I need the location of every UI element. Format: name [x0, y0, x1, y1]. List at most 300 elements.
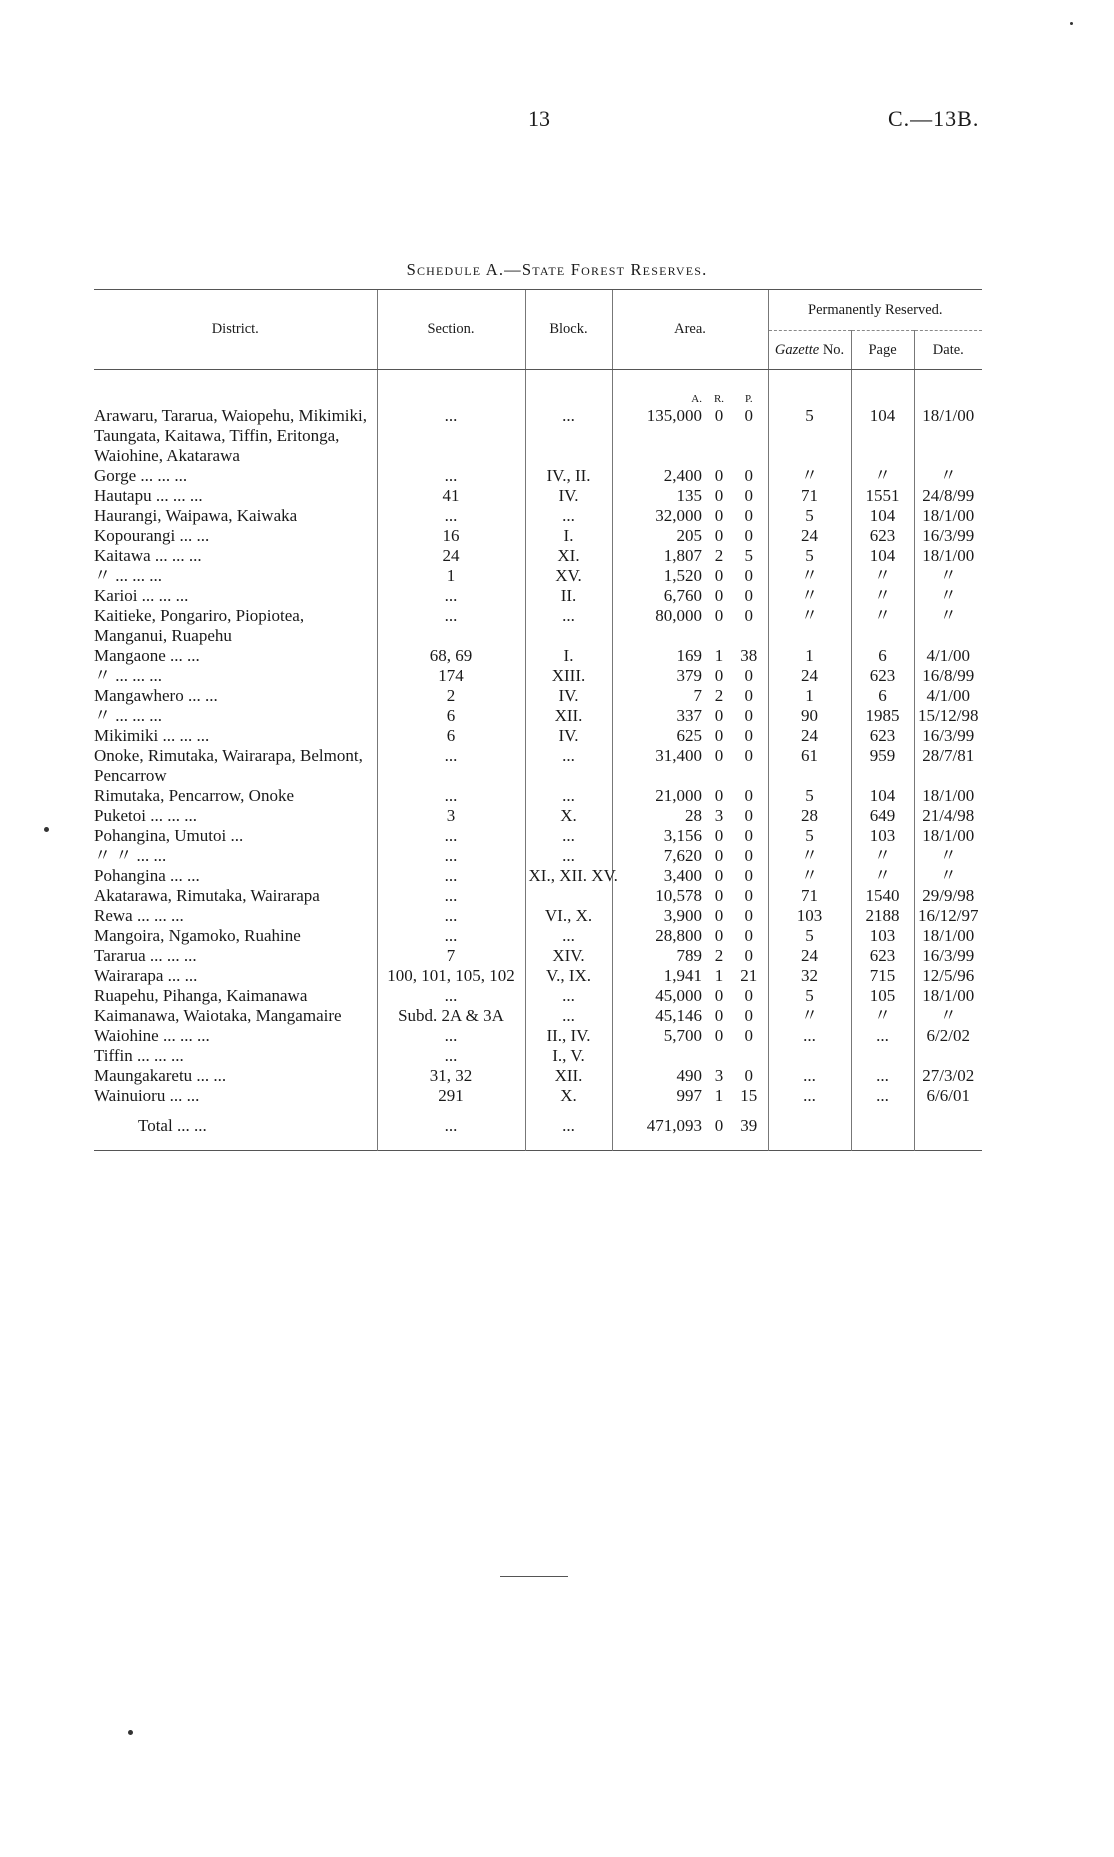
table-row — [94, 746, 982, 786]
cell-gazette: 24 — [768, 666, 851, 686]
cell-block: IV. — [525, 686, 612, 706]
cell-perches: 15 — [740, 1086, 758, 1105]
cell-acres: 80,000 — [612, 606, 708, 646]
total-block: ... — [525, 1106, 612, 1151]
cell-section: ... — [377, 606, 525, 646]
cell-gazette: 5 — [768, 786, 851, 806]
table-row — [94, 686, 982, 706]
cell-gazette: 24 — [768, 946, 851, 966]
cell-page: 103 — [851, 826, 914, 846]
unit-roods: R. — [713, 393, 725, 405]
cell-section: ... — [377, 406, 525, 466]
table-body — [94, 370, 982, 1151]
units-blank — [525, 370, 612, 407]
cell-gazette: ... — [768, 1066, 851, 1086]
header-gazette-italic: Gazette — [774, 341, 820, 358]
cell-district: Tiffin ... ... ... — [94, 1046, 184, 1065]
cell-roods: 3 — [714, 806, 724, 825]
page-number: 13 — [528, 106, 550, 131]
cell-block: IV. — [525, 726, 612, 746]
cell-acres: 7 — [612, 686, 708, 706]
cell-section: ... — [377, 746, 525, 786]
cell-date: 27/3/02 — [914, 1066, 982, 1086]
total-district: Total ... ... — [138, 1116, 207, 1135]
cell-acres: 625 — [612, 726, 708, 746]
cell-page — [851, 1046, 914, 1066]
cell-perches: 0 — [744, 666, 754, 685]
cell-roods: 0 — [714, 406, 724, 425]
cell-perches: 0 — [744, 606, 754, 625]
cell-date: 4/1/00 — [914, 646, 982, 666]
cell-block: XIII. — [525, 666, 612, 686]
cell-acres: 2,400 — [612, 466, 708, 486]
cell-roods: 0 — [714, 746, 724, 765]
cell-page: 〃 — [851, 566, 914, 586]
cell-page: 〃 — [851, 866, 914, 886]
cell-date: 15/12/98 — [914, 706, 982, 726]
cell-perches: 0 — [744, 706, 754, 725]
table-row — [94, 1066, 982, 1086]
cell-page: 104 — [851, 546, 914, 566]
cell-date: 4/1/00 — [914, 686, 982, 706]
document-reference: C.—13B. — [888, 106, 980, 131]
cell-date: 28/7/81 — [914, 746, 982, 786]
cell-perches: 0 — [744, 946, 754, 965]
cell-acres: 21,000 — [612, 786, 708, 806]
units-row — [94, 370, 982, 407]
cell-block: ... — [525, 606, 612, 646]
cell-page: 1551 — [851, 486, 914, 506]
cell-gazette: 5 — [768, 986, 851, 1006]
cell-district: Kaitieke, Pongariro, Piopiotea, Manganui, Ruapehu — [94, 606, 305, 645]
total-roods: 0 — [714, 1116, 724, 1135]
header-date: Date. — [914, 331, 982, 370]
cell-gazette: 1 — [768, 646, 851, 666]
cell-roods: 0 — [714, 466, 724, 485]
cell-district: Akatarawa, Rimutaka, Wairarapa — [94, 886, 320, 905]
cell-district: Kaitawa ... ... ... — [94, 546, 202, 565]
total-perches: 39 — [740, 1116, 758, 1135]
cell-roods: 0 — [714, 666, 724, 685]
cell-block: X. — [525, 806, 612, 826]
cell-roods: 0 — [714, 826, 724, 845]
cell-section: ... — [377, 886, 525, 906]
cell-section: ... — [377, 1026, 525, 1046]
cell-page: 〃 — [851, 846, 914, 866]
cell-acres: 7,620 — [612, 846, 708, 866]
cell-acres: 789 — [612, 946, 708, 966]
cell-acres: 45,000 — [612, 986, 708, 1006]
cell-section: ... — [377, 1046, 525, 1066]
table-row — [94, 1086, 982, 1106]
cell-perches: 0 — [744, 746, 754, 765]
cell-section: ... — [377, 846, 525, 866]
cell-gazette: 1 — [768, 686, 851, 706]
cell-gazette: 5 — [768, 826, 851, 846]
cell-acres: 28,800 — [612, 926, 708, 946]
cell-section: 2 — [377, 686, 525, 706]
cell-section: 6 — [377, 706, 525, 726]
cell-acres: 32,000 — [612, 506, 708, 526]
cell-section: ... — [377, 586, 525, 606]
cell-page: 6 — [851, 686, 914, 706]
cell-perches: 0 — [744, 926, 754, 945]
cell-block: ... — [525, 986, 612, 1006]
cell-roods: 0 — [714, 986, 724, 1005]
cell-block: ... — [525, 846, 612, 866]
cell-section: ... — [377, 906, 525, 926]
units-blank — [851, 370, 914, 407]
cell-district: Rimutaka, Pencarrow, Onoke — [94, 786, 295, 805]
cell-block — [525, 886, 612, 906]
cell-block: ... — [525, 506, 612, 526]
header-page: Page — [851, 331, 914, 370]
cell-roods: 0 — [714, 866, 724, 885]
cell-block: ... — [525, 746, 612, 786]
cell-page: ... — [851, 1066, 914, 1086]
cell-district: Hautapu ... ... ... — [94, 486, 203, 505]
cell-acres: 5,700 — [612, 1026, 708, 1046]
footer-rule — [500, 1576, 568, 1577]
margin-mark — [1070, 22, 1073, 25]
cell-date: 〃 — [914, 866, 982, 886]
table-row — [94, 906, 982, 926]
cell-perches: 0 — [744, 906, 754, 925]
cell-district: Arawaru, Tararua, Waiopehu, Mikimiki, Taungata, Kaitawa, Tiffin, Eritonga, Waiohine, Akatarawa — [94, 406, 367, 465]
cell-roods: 1 — [714, 966, 724, 985]
units-blank — [914, 370, 982, 407]
cell-section: 291 — [377, 1086, 525, 1106]
cell-district: Mikimiki ... ... ... — [94, 726, 210, 745]
header-permanently-reserved: Permanently Reserved. — [768, 290, 982, 331]
cell-acres: 135 — [612, 486, 708, 506]
table-row — [94, 926, 982, 946]
cell-page: 623 — [851, 726, 914, 746]
cell-roods: 0 — [714, 906, 724, 925]
cell-date: 〃 — [914, 846, 982, 866]
cell-district: Mangaone ... ... — [94, 646, 200, 665]
table-row — [94, 1006, 982, 1026]
cell-page: 104 — [851, 786, 914, 806]
cell-date: 18/1/00 — [914, 926, 982, 946]
cell-gazette: 71 — [768, 486, 851, 506]
table-row — [94, 546, 982, 566]
cell-acres: 1,807 — [612, 546, 708, 566]
table-row — [94, 826, 982, 846]
table-row — [94, 646, 982, 666]
cell-block: IV., II. — [525, 466, 612, 486]
units-blank — [768, 370, 851, 407]
cell-acres: 10,578 — [612, 886, 708, 906]
cell-roods: 2 — [714, 946, 724, 965]
cell-perches: 0 — [744, 726, 754, 745]
cell-roods: 1 — [714, 646, 724, 665]
cell-block: II. — [525, 586, 612, 606]
cell-perches: 0 — [744, 826, 754, 845]
cell-date: 18/1/00 — [914, 546, 982, 566]
cell-district: Waiohine ... ... ... — [94, 1026, 210, 1045]
cell-gazette: 〃 — [768, 566, 851, 586]
cell-page: 〃 — [851, 586, 914, 606]
cell-date: 〃 — [914, 566, 982, 586]
cell-roods: 0 — [714, 606, 724, 625]
table-row — [94, 666, 982, 686]
table-row — [94, 706, 982, 726]
cell-perches: 0 — [744, 1066, 754, 1085]
cell-roods: 0 — [714, 1006, 724, 1025]
cell-perches — [730, 1046, 768, 1066]
cell-perches: 0 — [744, 986, 754, 1005]
cell-acres: 205 — [612, 526, 708, 546]
cell-block: VI., X. — [525, 906, 612, 926]
forest-reserves-table — [94, 289, 982, 1151]
header-section: Section. — [377, 290, 525, 370]
cell-district: Puketoi ... ... ... — [94, 806, 197, 825]
cell-roods: 3 — [714, 1066, 724, 1085]
cell-roods: 1 — [714, 1086, 724, 1105]
cell-block: XII. — [525, 1066, 612, 1086]
cell-page: 105 — [851, 986, 914, 1006]
cell-page: 715 — [851, 966, 914, 986]
units-blank — [94, 370, 377, 407]
cell-district: Mangoira, Ngamoko, Ruahine — [94, 926, 301, 945]
cell-gazette: 24 — [768, 526, 851, 546]
cell-section: ... — [377, 466, 525, 486]
cell-section: ... — [377, 826, 525, 846]
cell-date: 6/2/02 — [914, 1026, 982, 1046]
cell-block: I., V. — [525, 1046, 612, 1066]
table-row — [94, 526, 982, 546]
cell-page: 623 — [851, 946, 914, 966]
cell-roods: 0 — [714, 586, 724, 605]
cell-perches: 0 — [744, 466, 754, 485]
cell-section: 31, 32 — [377, 1066, 525, 1086]
cell-district: Onoke, Rimutaka, Wairarapa, Belmont, Pencarrow — [94, 746, 363, 785]
cell-page: 649 — [851, 806, 914, 826]
total-page — [851, 1106, 914, 1151]
cell-section: 24 — [377, 546, 525, 566]
cell-roods: 0 — [714, 926, 724, 945]
cell-gazette: 5 — [768, 926, 851, 946]
cell-acres: 490 — [612, 1066, 708, 1086]
cell-date: 18/1/00 — [914, 986, 982, 1006]
cell-gazette: ... — [768, 1086, 851, 1106]
cell-block: ... — [525, 786, 612, 806]
cell-section: 6 — [377, 726, 525, 746]
cell-roods: 0 — [714, 886, 724, 905]
cell-date: 18/1/00 — [914, 826, 982, 846]
cell-acres: 28 — [612, 806, 708, 826]
cell-page: 104 — [851, 506, 914, 526]
cell-date: 6/6/01 — [914, 1086, 982, 1106]
cell-date — [914, 1046, 982, 1066]
cell-district: Maungakaretu ... ... — [94, 1066, 227, 1085]
table-row — [94, 1046, 982, 1066]
header-district: District. — [94, 290, 377, 370]
cell-roods: 0 — [714, 566, 724, 585]
header-block: Block. — [525, 290, 612, 370]
table-row — [94, 726, 982, 746]
cell-gazette: 90 — [768, 706, 851, 726]
cell-perches: 0 — [744, 846, 754, 865]
cell-section: 41 — [377, 486, 525, 506]
cell-page: ... — [851, 1026, 914, 1046]
cell-acres — [612, 1046, 708, 1066]
table-row — [94, 506, 982, 526]
cell-district: Mangawhero ... ... — [94, 686, 218, 705]
cell-date: 16/8/99 — [914, 666, 982, 686]
cell-perches: 0 — [744, 1026, 754, 1045]
cell-perches: 21 — [740, 966, 758, 985]
table-row — [94, 566, 982, 586]
cell-section: 7 — [377, 946, 525, 966]
cell-acres: 3,156 — [612, 826, 708, 846]
cell-section: ... — [377, 506, 525, 526]
cell-section: 174 — [377, 666, 525, 686]
total-acres: 471,093 — [612, 1106, 708, 1151]
table-row — [94, 466, 982, 486]
cell-page: 959 — [851, 746, 914, 786]
cell-acres: 997 — [612, 1086, 708, 1106]
table-row — [94, 786, 982, 806]
cell-date: 〃 — [914, 1006, 982, 1026]
cell-district: Pohangina, Umutoi ... — [94, 826, 244, 845]
cell-block: ... — [525, 926, 612, 946]
units-blank — [377, 370, 525, 407]
cell-gazette: 24 — [768, 726, 851, 746]
cell-date: 18/1/00 — [914, 786, 982, 806]
cell-district: Kopourangi ... ... — [94, 526, 210, 545]
cell-gazette — [768, 1046, 851, 1066]
cell-block: XII. — [525, 706, 612, 726]
cell-roods: 0 — [714, 846, 724, 865]
cell-perches: 0 — [744, 786, 754, 805]
cell-acres: 31,400 — [612, 746, 708, 786]
cell-section: 100, 101, 105, 102 — [377, 966, 525, 986]
total-section: ... — [377, 1106, 525, 1151]
cell-section: Subd. 2A & 3A — [377, 1006, 525, 1026]
cell-block: I. — [525, 646, 612, 666]
cell-roods: 2 — [714, 546, 724, 565]
cell-roods: 0 — [714, 786, 724, 805]
cell-perches: 0 — [744, 586, 754, 605]
cell-date: 16/3/99 — [914, 726, 982, 746]
cell-block: XI., XII. XV. — [525, 866, 612, 886]
cell-date: 16/3/99 — [914, 946, 982, 966]
cell-district: Rewa ... ... ... — [94, 906, 184, 925]
margin-mark — [128, 1730, 133, 1735]
cell-district: Ruapehu, Pihanga, Kaimanawa — [94, 986, 308, 1005]
cell-perches: 0 — [744, 1006, 754, 1025]
cell-gazette: 61 — [768, 746, 851, 786]
table-row — [94, 586, 982, 606]
cell-gazette: 〃 — [768, 1006, 851, 1026]
cell-roods — [708, 1046, 730, 1066]
cell-acres: 1,520 — [612, 566, 708, 586]
total-date — [914, 1106, 982, 1151]
cell-page: 〃 — [851, 606, 914, 646]
cell-perches: 0 — [744, 866, 754, 885]
cell-date: 21/4/98 — [914, 806, 982, 826]
cell-date: 16/12/97 — [914, 906, 982, 926]
header-gazette — [768, 331, 851, 370]
unit-perches: P. — [744, 393, 753, 405]
cell-page: 2188 — [851, 906, 914, 926]
cell-acres: 379 — [612, 666, 708, 686]
cell-acres: 3,900 — [612, 906, 708, 926]
cell-gazette: 〃 — [768, 586, 851, 606]
cell-district: Gorge ... ... ... — [94, 466, 188, 485]
cell-date: 〃 — [914, 466, 982, 486]
cell-date: 29/9/98 — [914, 886, 982, 906]
schedule-title: Schedule A.—State Forest Reserves. — [406, 260, 708, 279]
cell-roods: 0 — [714, 1026, 724, 1045]
table-row — [94, 406, 982, 466]
cell-section: ... — [377, 866, 525, 886]
cell-block: V., IX. — [525, 966, 612, 986]
cell-district: Tararua ... ... ... — [94, 946, 197, 965]
cell-perches: 0 — [744, 566, 754, 585]
table-row — [94, 966, 982, 986]
cell-gazette: 〃 — [768, 866, 851, 886]
table-row — [94, 1026, 982, 1046]
cell-district: Pohangina ... ... — [94, 866, 200, 885]
cell-gazette: 71 — [768, 886, 851, 906]
cell-perches: 38 — [740, 646, 758, 665]
cell-page: ... — [851, 1086, 914, 1106]
cell-date: 12/5/96 — [914, 966, 982, 986]
cell-date: 〃 — [914, 606, 982, 646]
cell-page: 103 — [851, 926, 914, 946]
cell-gazette: 〃 — [768, 846, 851, 866]
cell-date: 〃 — [914, 586, 982, 606]
cell-gazette: 5 — [768, 406, 851, 466]
cell-district: Haurangi, Waipawa, Kaiwaka — [94, 506, 298, 525]
cell-block: ... — [525, 826, 612, 846]
cell-gazette: 〃 — [768, 606, 851, 646]
cell-section: ... — [377, 926, 525, 946]
cell-district: Karioi ... ... ... — [94, 586, 189, 605]
cell-gazette: 32 — [768, 966, 851, 986]
cell-date: 24/8/99 — [914, 486, 982, 506]
cell-gazette: 5 — [768, 546, 851, 566]
cell-gazette: 103 — [768, 906, 851, 926]
cell-block: IV. — [525, 486, 612, 506]
cell-acres: 337 — [612, 706, 708, 726]
cell-acres: 169 — [612, 646, 708, 666]
unit-acres: A. — [612, 370, 708, 407]
cell-block: I. — [525, 526, 612, 546]
cell-date: 18/1/00 — [914, 506, 982, 526]
total-gazette — [768, 1106, 851, 1151]
header-gazette-no: No. — [819, 341, 845, 358]
cell-perches: 0 — [744, 406, 754, 425]
cell-perches: 0 — [744, 486, 754, 505]
cell-block: ... — [525, 406, 612, 466]
cell-section: 1 — [377, 566, 525, 586]
total-row — [94, 1106, 982, 1151]
table-row — [94, 946, 982, 966]
cell-block: X. — [525, 1086, 612, 1106]
cell-perches: 0 — [744, 506, 754, 525]
cell-page: 1985 — [851, 706, 914, 726]
cell-block: XIV. — [525, 946, 612, 966]
cell-page: 623 — [851, 526, 914, 546]
cell-district: Wainuioru ... ... — [94, 1086, 200, 1105]
cell-roods: 0 — [714, 526, 724, 545]
cell-page: 6 — [851, 646, 914, 666]
cell-acres: 45,146 — [612, 1006, 708, 1026]
